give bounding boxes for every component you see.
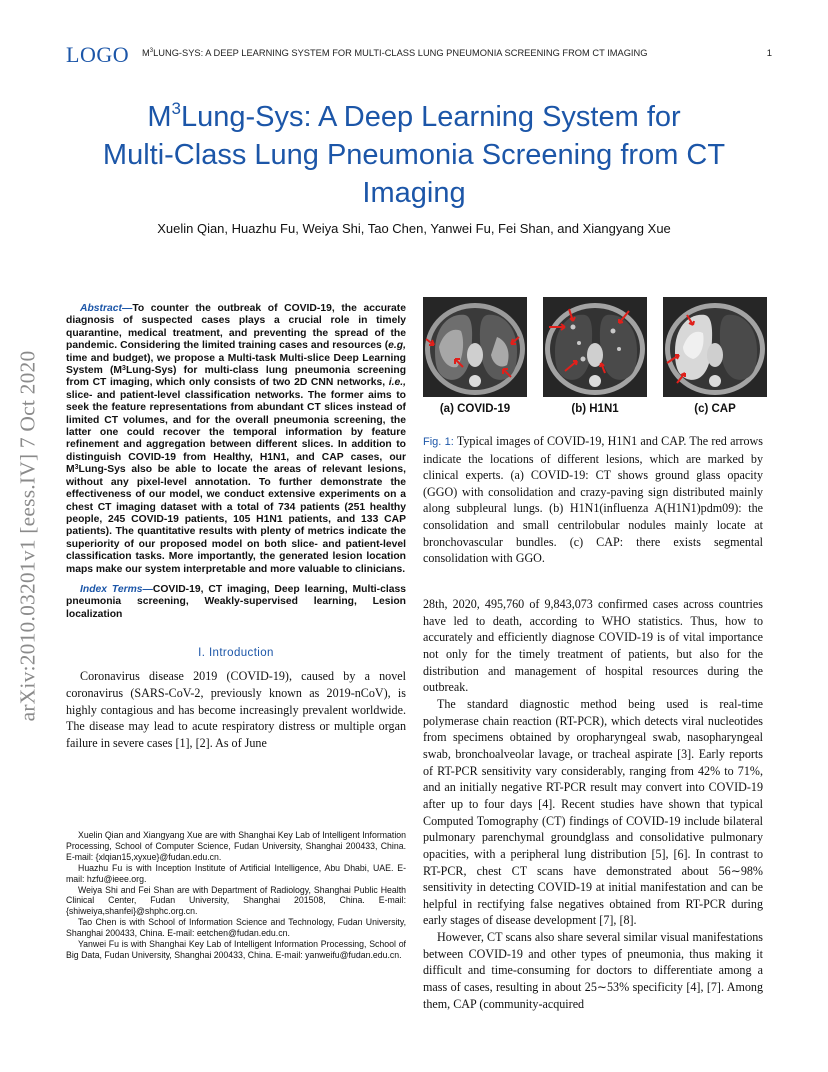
author-footnotes <box>66 830 406 961</box>
ct-image-h1n1 <box>543 297 647 397</box>
introduction-paragraph: Coronavirus disease 2019 (COVID-19), caused by a novel coronavirus (SARS-CoV-2, previously known as 2019-nCoV), is highly contagious and has become increasingly prevalent worldwide. The disease may lead to acute respiratory distress or multiple organ failure in severe cases [1], [2]. As of June <box>66 669 406 750</box>
page-number: 1 <box>766 48 772 59</box>
running-header <box>66 42 772 70</box>
footnote: Huazhu Fu is with Inception Institute of Artificial Intelligence, Abu Dhabi, UAE. E-mail: hzfu@ieee.org. <box>66 862 406 884</box>
panel-label-b: (b) H1N1 <box>571 403 619 415</box>
figure-caption-label: Fig. 1: <box>423 436 454 448</box>
footnote: Weiya Shi and Fei Shan are with Department of Radiology, Shanghai Public Health Clinical Center, Fudan University, Shanghai 201508, China. E-mail: {shiweiya,shanfei}@shphc.org.cn. <box>66 884 406 917</box>
journal-logo: LOGO <box>66 42 130 67</box>
figure-caption: Fig. 1: Typical images of COVID-19, H1N1 and CAP. The red arrows indicate the locations of different lesions, which are marked by clinical experts. (a) COVID-19: CT shows ground glass opacity (GGO) with consolidation and crazy-paving sign distributed mainly along subpleural lungs. (b) H1N1(influenza A(H1N1)pdm09): the consolidation and small centrilobular nodules mainly locate at bronchovascular bundles. (c) CAP: there exists segmental consolidation with GGO. <box>423 434 763 566</box>
arxiv-stamp <box>2 296 54 776</box>
running-title: $M^3LUNG$-SYS: A DEEP LEARNING SYSTEM FOR MULTI-CLASS LUNG PNEUMONIA SCREENING FROM CT IMAGING <box>142 48 648 58</box>
panel-label-c: (c) CAP <box>694 403 736 415</box>
abstract-label: Abstract— <box>80 303 133 314</box>
footnote: Yanwei Fu is with Shanghai Key Lab of Intelligent Information Processing, School of Big Data, Fudan University, Shanghai 200433, China. E-mail: yanweifu@fudan.edu.cn. <box>66 939 406 960</box>
body-paragraph: However, CT scans also share several similar visual manifestations between COVID-19 and other types of pneumonia, thus making it difficult and time-consuming for doctors to differentiate among a mass of cases, resulting in about 25∼53% specificity [4], [7]. Among them, CAP (community-acquired <box>423 930 763 1011</box>
right-column <box>423 596 763 1012</box>
footnote: Xuelin Qian and Xiangyang Xue are with Shanghai Key Lab of Intelligent Information Processing, School of Computer Science, Fudan University, Shanghai 200433, China. E-mail: {xlqian15,xyxue}@fudan.edu.cn. <box>66 830 406 862</box>
ct-image-cap <box>663 297 767 397</box>
figure-1 <box>423 297 763 421</box>
body-paragraph: The standard diagnostic method being used is real-time polymerase chain reaction (RT-PCR), which detects viral nucleotides from specimens obtained by oropharyngeal swab, nasopharyngeal swab, bronchoalveolar lavage, or tracheal aspirate [3]. Early reports of RT-PCR sensitivity vary considerably, ranging from 42% to 71%, and an initially negative RT-PCR result may convert into COVID-19 after up to four days [4]. Recent studies have shown that typical Computed Tomography (CT) findings of COVID-19 include bilateral pulmonary parenchymal groundglass and consolidative pulmonary opacities, with a peripheral lung distribution [5], [6]. In contrast to RT-PCR, chest CT scans have demonstrated about 56∼98% sensitivity in detecting COVID-19 at initial manifestation and can be helpful in rectifying false negatives obtained from RT-PCR during early stages of disease development [7], [8]. <box>423 696 763 928</box>
author-list: Xuelin Qian, Huazhu Fu, Weiya Shi, Tao Chen, Yanwei Fu, Fei Shan, and Xiangyang Xue <box>157 221 671 236</box>
arxiv-identifier: arXiv:2010.03201v1 [eess.IV] 7 Oct 2020 <box>15 350 40 722</box>
index-terms-label: Index Terms— <box>80 583 153 595</box>
section-heading-introduction: I. Introduction <box>198 647 274 660</box>
body-paragraph: 28th, 2020, 495,760 of 9,843,073 confirmed cases across countries have led to death, according to WHO statistics. Thus, how to accurately and efficiently diagnose COVID-19 is of vital importance not only for the timely treatment of patients, but also for the distribution and management of hospital resources during the outbreak. <box>423 597 763 695</box>
paper-title: $M^3Lung$-Sys: A Deep Learning System for Multi-Class Lung Pneumonia Screening from CT Imaging <box>102 99 726 209</box>
footnote: Tao Chen is with School of Information Science and Technology, Fudan University, Shanghai 200433, China. E-mail: eetchen@fudan.edu.cn. <box>66 917 406 939</box>
index-terms: Index Terms—COVID-19, CT imaging, Deep learning, Multi-class pneumonia screening, Weakly-supervised learning, Lesion localization <box>66 583 407 620</box>
left-column <box>66 303 406 752</box>
panel-label-a: (a) COVID-19 <box>439 403 511 415</box>
abstract: Abstract—To counter the outbreak of COVID-19, the accurate diagnosis of suspected cases plays a crucial role in timely quarantine, medical treatment, and preventing the spread of the pandemic. Considering the limited training cases and resources (e.g, time and budget), we propose a Multi-task Multi-slice Deep Learning System $(M^3Lung-Sys)$ for multi-class lung pneumonia screening from CT imaging, which only consists of two 2D CNN networks, i.e., slice- and patient-level classification networks. The former aims to seek the feature representations from abundant CT slices instead of limited CT volumes, and for the overall pneumonia screening, the latter one could recover the temporal information by feature refinement and aggregation between different slices. In addition to distinguish COVID-19 from Healthy, H1N1, and CAP cases, our $M^3Lung$-Sys also be able to locate the areas of relevant lesions, without any pixel-level annotation. To further demonstrate the effectiveness of our model, we conduct extensive experiments on a chest CT imaging dataset with a total of 734 patients (251 healthy people, 245 COVID-19 patients, 105 H1N1 patients, and 133 CAP patients). The quantitative results with plenty of metrics indicate the superiority of our proposed model on both slice- and patient-level classification tasks. More importantly, the generated lesion location maps make our system interpretable and more valuable to clinicians. <box>66 303 407 575</box>
ct-image-covid19 <box>423 297 527 397</box>
